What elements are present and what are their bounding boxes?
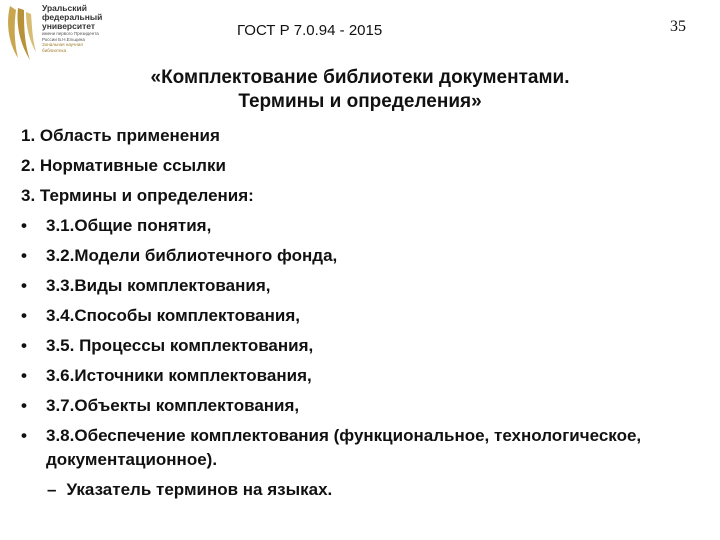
bullet-item xyxy=(21,214,701,244)
bullet-icon: • xyxy=(21,216,27,235)
list-item: 3. Термины и определения: xyxy=(21,186,254,205)
logo-library-2: библиотека xyxy=(42,47,67,53)
bullet-item xyxy=(21,424,701,472)
bullet-item xyxy=(21,364,701,394)
bullet-text: 3.3.Виды комплектования, xyxy=(46,276,271,295)
logo-line-2: федеральный xyxy=(42,12,103,22)
bullet-item xyxy=(21,334,701,364)
university-logo xyxy=(4,2,114,68)
bullet-text: 3.7.Объекты комплектования, xyxy=(46,396,300,415)
bullet-item xyxy=(21,394,701,424)
bullet-item xyxy=(21,274,701,304)
bullet-text: 3.5. Процессы комплектования, xyxy=(46,336,314,355)
bullet-text: 3.2.Модели библиотечного фонда, xyxy=(46,246,338,265)
bullet-text: 3.8.Обеспечение комплектования (функциональное, технологическое, документационное). xyxy=(46,426,642,469)
title-line-1: «Комплектование библиотеки документами. xyxy=(150,67,570,88)
bullet-item xyxy=(21,244,701,274)
bullet-text: 3.1.Общие понятия, xyxy=(46,216,212,235)
logo-library-1: Зональная научная xyxy=(42,42,83,47)
standard-code: ГОСТ Р 7.0.94 - 2015 xyxy=(237,22,383,39)
logo-subtitle-2: России Б.Н.Ельцина xyxy=(42,36,85,42)
logo-line-1: Уральский xyxy=(42,3,87,13)
bullet-icon: • xyxy=(21,336,27,355)
content-list xyxy=(21,124,701,502)
dash-icon: – xyxy=(47,480,57,499)
bullet-text: 3.4.Способы комплектования, xyxy=(46,306,300,325)
bullet-item xyxy=(21,304,701,334)
list-item: 2. Нормативные ссылки xyxy=(21,156,226,175)
bullet-icon: • xyxy=(21,246,27,265)
page-title xyxy=(60,66,660,114)
logo-line-3: университет xyxy=(42,21,96,31)
bullet-icon: • xyxy=(21,276,27,295)
bullet-text: 3.6.Источники комплектования, xyxy=(46,366,312,385)
list-item: 1. Область применения xyxy=(21,126,220,145)
logo-subtitle-1: имени первого Президента xyxy=(42,31,99,36)
sub-list-item xyxy=(21,478,701,502)
sub-list-text: Указатель терминов на языках. xyxy=(66,480,333,499)
university-emblem-icon xyxy=(4,2,38,64)
bullet-icon: • xyxy=(21,366,27,385)
title-line-2: Термины и определения» xyxy=(238,91,482,112)
page-number: 35 xyxy=(670,18,686,35)
bullet-icon: • xyxy=(21,426,27,445)
bullet-icon: • xyxy=(21,396,27,415)
bullet-icon: • xyxy=(21,306,27,325)
